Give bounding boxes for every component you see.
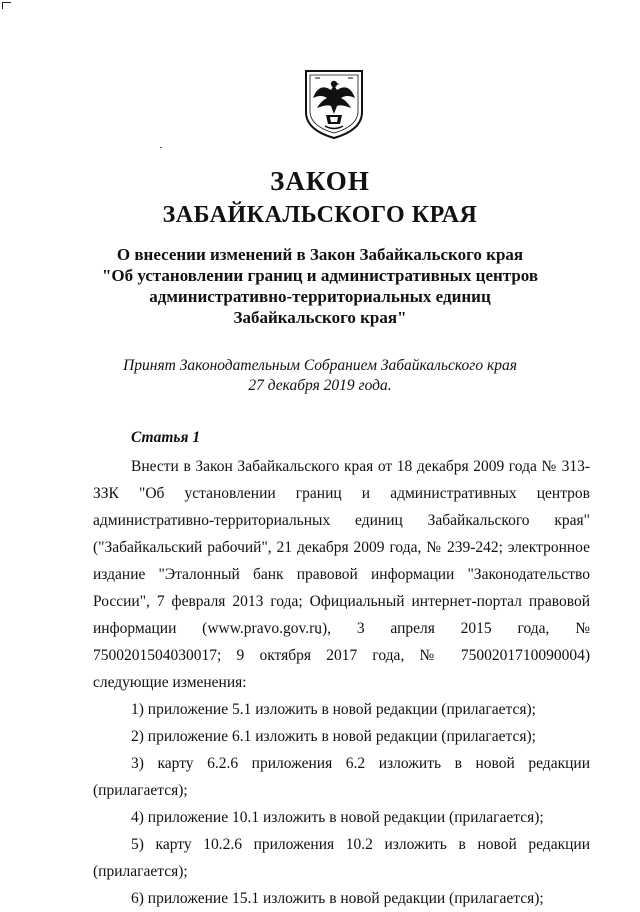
scan-speck <box>160 147 162 148</box>
article-intro-paragraph: Внести в Закон Забайкальского края от 18 декабря 2009 года № 313-ЗЗК "Об установлении границ и административных центров административно-территориальных единиц Забайкальского края" ("Забайкальский рабочий", 21 декабря 2009 года, № 239-242; электронное издание "Эталонный банк правовой информации "Законодательство России", 7 февраля 2013 года; Официальный интернет-портал правовой информации (www.pravo.gov.ru), 3 апреля 2015 года, № 7500201504030017; 9 октября 2017 года, № 7500201710090004) следующие изменения: <box>93 458 590 691</box>
adoption-note <box>0 356 640 396</box>
amendments-list <box>93 696 590 912</box>
list-item: 5) карту 10.2.6 приложения 10.2 изложить в новой редакции (прилагается); <box>93 836 590 880</box>
coat-of-arms-eagle-icon <box>303 68 365 140</box>
law-title: ЗАКОН <box>270 166 370 196</box>
list-item: 2) приложение 6.1 изложить в новой редакции (прилагается); <box>131 728 536 745</box>
adoption-date: 27 декабря 2019 года. <box>248 377 392 394</box>
adoption-line: Принят Законодательным Собранием Забайкальского края <box>123 357 517 374</box>
article-body <box>93 453 590 912</box>
list-item: 1) приложение 5.1 изложить в новой редакции (прилагается); <box>131 701 536 718</box>
list-item: 3) карту 6.2.6 приложения 6.2 изложить в новой редакции (прилагается); <box>93 755 590 799</box>
law-subtitle <box>0 244 640 328</box>
subtitle-line: "Об установлении границ и административных центров <box>101 266 539 285</box>
list-item: 6) приложение 15.1 изложить в новой редакции (прилагается); <box>131 890 544 907</box>
law-region-title: ЗАБАЙКАЛЬСКОГО КРАЯ <box>162 202 478 228</box>
subtitle-line: Забайкальского края" <box>233 308 407 327</box>
list-item: 4) приложение 10.1 изложить в новой редакции (прилагается); <box>131 809 544 826</box>
subtitle-line: административно-территориальных единиц <box>149 287 491 306</box>
subtitle-line: О внесении изменений в Закон Забайкальского края <box>116 245 524 264</box>
article-heading: Статья 1 <box>131 429 201 446</box>
scan-corner-mark <box>2 2 11 9</box>
